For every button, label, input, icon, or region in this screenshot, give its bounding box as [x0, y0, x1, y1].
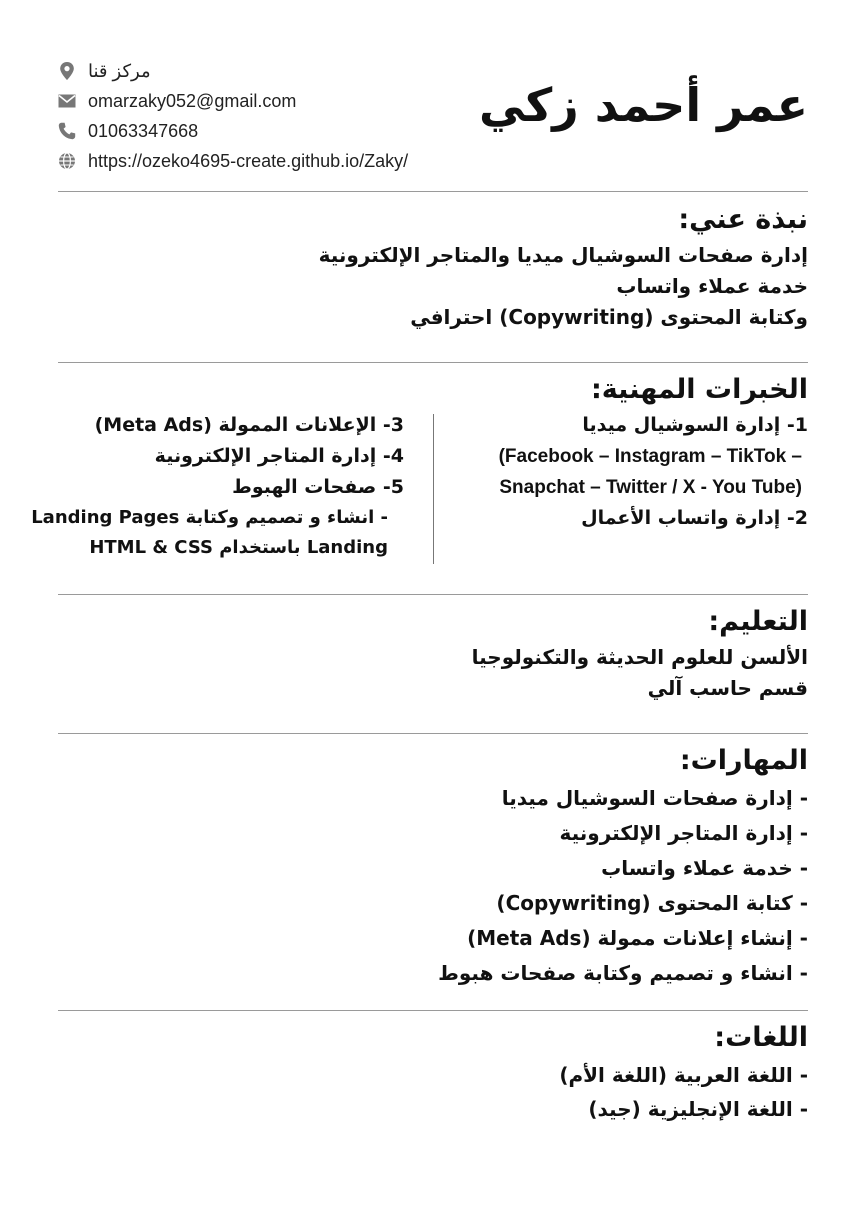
divider-line	[58, 362, 808, 363]
divider-line	[58, 733, 808, 734]
experience-item-detail: Snapchat – Twitter / X - You Tube)	[499, 477, 802, 498]
about-line: إدارة صفحات السوشيال ميديا والمتاجر الإلكترونية	[318, 243, 808, 267]
languages-title: اللغات:	[714, 1022, 808, 1053]
education-title: التعليم:	[708, 606, 808, 637]
experience-item-detail: (Facebook – Instagram – TikTok –	[498, 446, 802, 467]
skill-item: - إنشاء إعلانات ممولة (Meta Ads)	[467, 926, 808, 950]
education-line: الألسن للعلوم الحديثة والتكنولوجيا	[471, 645, 808, 669]
divider-line	[58, 191, 808, 192]
skill-item: - كتابة المحتوى (Copywriting)	[496, 891, 808, 915]
skill-item: - إدارة صفحات السوشيال ميديا	[501, 786, 808, 810]
contact-email-text[interactable]: omarzaky052@gmail.com	[88, 90, 297, 111]
experience-subitem: Landing باستخدام HTML & CSS	[89, 537, 388, 558]
column-divider	[433, 414, 434, 564]
education-line: قسم حاسب آلي	[647, 676, 808, 700]
contact-info	[58, 56, 478, 176]
experience-column-left	[31, 410, 404, 563]
about-line: خدمة عملاء واتساب	[616, 274, 808, 298]
experience-item: 1- إدارة السوشيال ميديا	[582, 414, 808, 436]
skill-item: - انشاء و تصميم وكتابة صفحات هبوط	[438, 961, 808, 985]
about-title: نبذة عني:	[678, 204, 808, 235]
experience-item: 5- صفحات الهبوط	[232, 476, 404, 498]
experience-title: الخبرات المهنية:	[591, 374, 808, 405]
envelope-icon	[58, 92, 76, 110]
skills-section	[58, 741, 808, 991]
experience-item: 4- إدارة المتاجر الإلكترونية	[154, 445, 404, 467]
contact-phone[interactable]	[58, 116, 478, 146]
experience-section	[31, 370, 808, 570]
experience-columns	[31, 410, 808, 570]
languages-section	[58, 1018, 808, 1126]
language-item: - اللغة العربية (اللغة الأم)	[559, 1063, 808, 1087]
contact-phone-text[interactable]: 01063347668	[88, 120, 199, 141]
experience-subitem: - انشاء و تصميم وكتابة Landing Pages	[31, 507, 388, 528]
contact-location	[58, 56, 478, 86]
education-section	[58, 602, 808, 704]
phone-icon	[58, 122, 76, 140]
divider-line	[58, 1010, 808, 1011]
experience-item: 2- إدارة واتساب الأعمال	[581, 507, 808, 529]
divider-line	[58, 594, 808, 595]
experience-column-right	[448, 410, 808, 534]
about-line: وكتابة المحتوى (Copywriting) احترافي	[410, 305, 808, 329]
skills-title: المهارات:	[679, 745, 808, 776]
contact-location-text: مركز قنا	[88, 60, 151, 81]
language-item: - اللغة الإنجليزية (جيد)	[588, 1097, 808, 1121]
location-pin-icon	[58, 62, 76, 80]
skill-item: - خدمة عملاء واتساب	[601, 856, 808, 880]
experience-item: 3- الإعلانات الممولة (Meta Ads)	[94, 414, 404, 436]
globe-icon	[58, 152, 76, 170]
skill-item: - إدارة المتاجر الإلكترونية	[559, 821, 808, 845]
contact-website[interactable]	[58, 146, 478, 176]
person-name: عمر أحمد زكي	[478, 78, 808, 132]
contact-email[interactable]	[58, 86, 478, 116]
contact-website-text[interactable]: https://ozeko4695-create.github.io/Zaky/	[88, 150, 409, 171]
about-section	[58, 200, 808, 333]
